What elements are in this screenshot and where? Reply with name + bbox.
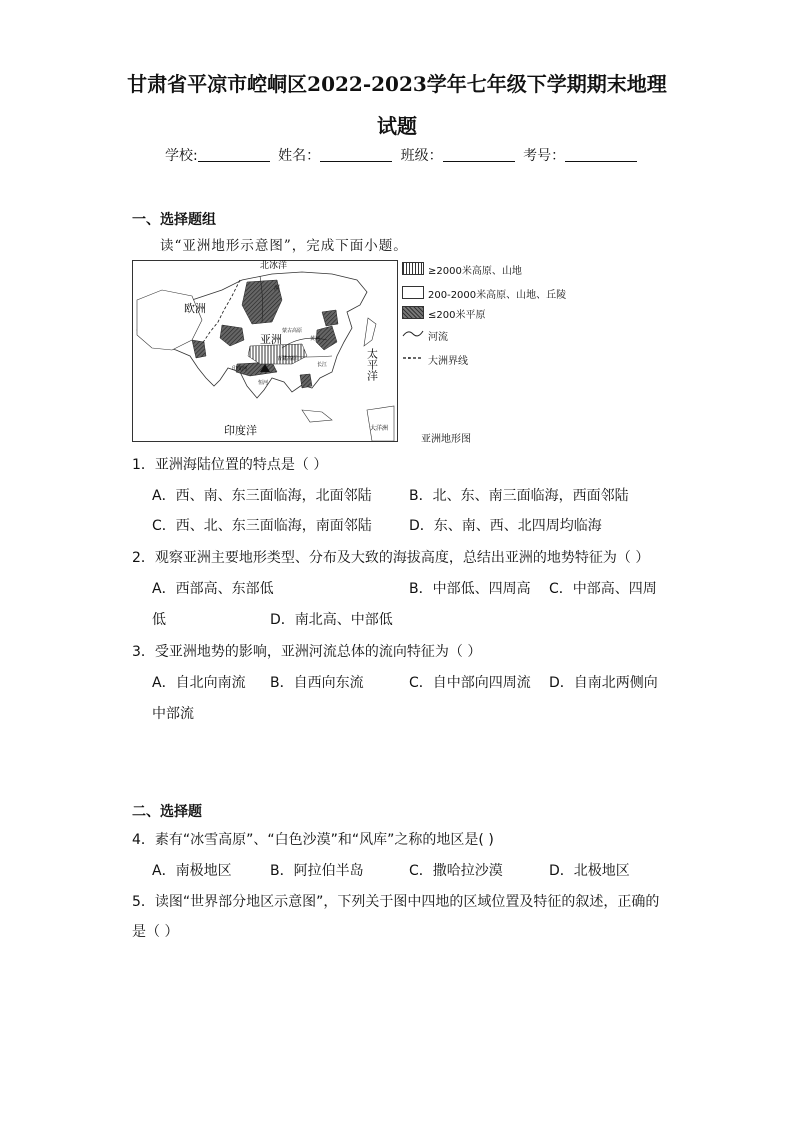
label-plateau-mongolia: 蒙古高原 — [282, 328, 303, 334]
q3-option-d[interactable]: D．自南北两侧向 — [549, 675, 658, 691]
q2-option-b[interactable]: B．中部低、四周高 — [409, 581, 531, 597]
q1-option-a[interactable]: A．西、南、东三面临海，北面邻陆 — [152, 488, 372, 504]
legend-text-plain: ≤200米平原 — [428, 310, 486, 321]
section1-heading: 一、选择题组 — [132, 212, 216, 228]
q5-stem-cont: 是（ ） — [132, 924, 179, 940]
legend-boundary-icon — [402, 352, 424, 364]
student-info-row — [165, 145, 641, 165]
legend-swatch-midland — [402, 286, 424, 299]
q2-stem: 2．观察亚洲主要地形类型、分布及大致的海拔高度，总结出亚洲的地势特征为（ ） — [132, 550, 650, 566]
map-caption: 亚洲地形图 — [421, 434, 471, 445]
name-label: 姓名： — [278, 148, 321, 164]
australia-tip — [367, 406, 394, 441]
legend-text-midland: 200-2000米高原、山地、丘陵 — [428, 290, 567, 301]
page-title-line2: 试题 — [377, 114, 417, 138]
page-title: 甘肃省平凉市崆峒区2022-2023学年七年级下学期期末地理 — [127, 72, 667, 96]
label-ganges: 恒河 — [258, 380, 269, 386]
q1-stem: 1．亚洲海陆位置的特点是（ ） — [132, 457, 328, 473]
label-changjiang: 长江 — [317, 362, 328, 368]
q1-option-b[interactable]: B．北、东、南三面临海，西面邻陆 — [409, 488, 629, 504]
legend-river-icon — [402, 328, 424, 340]
school-label: 学校: — [165, 148, 198, 164]
label-pacific-text: 太平洋 — [365, 348, 379, 381]
name-blank[interactable] — [320, 147, 392, 162]
q2-option-d[interactable]: D．南北高、中部低 — [270, 612, 393, 628]
label-oceania: 大洋洲 — [370, 425, 389, 432]
q3-option-b[interactable]: B．自西向东流 — [270, 675, 364, 691]
label-arctic: 北冰洋 — [260, 261, 288, 271]
q2-option-c[interactable]: C．中部高、四周 — [549, 581, 657, 597]
section1-intro: 读“亚洲地形示意图”，完成下面小题。 — [160, 238, 408, 254]
q4-stem: 4．素有“冰雪高原”、“白色沙漠”和“风库”之称的地区是( ) — [132, 832, 494, 848]
exam-number-label: 考号： — [523, 148, 566, 164]
legend-swatch-plain — [402, 306, 424, 319]
legend-text-highland: ≥2000米高原、山地 — [428, 266, 522, 277]
q1-option-c[interactable]: C．西、北、东三面临海，南面邻陆 — [152, 518, 372, 534]
label-pacific — [366, 347, 379, 382]
label-plateau-tibet: 青藏高原 — [277, 356, 298, 362]
label-asia: 亚洲 — [260, 333, 282, 346]
label-indian-ocean: 印度洋 — [224, 424, 257, 437]
q4-option-d[interactable]: D．北极地区 — [549, 863, 630, 879]
label-europe: 欧洲 — [184, 302, 206, 315]
q3-option-c[interactable]: C．自中部向四周流 — [409, 675, 531, 691]
section2-heading: 二、选择题 — [132, 804, 202, 820]
label-river: 河 — [274, 285, 281, 292]
q2-option-a[interactable]: A．西部高、东部低 — [152, 581, 274, 597]
asia-terrain-map — [132, 260, 398, 442]
legend-text-river: 河流 — [428, 332, 448, 343]
q5-stem: 5．读图“世界部分地区示意图”，下列关于图中四地的区域位置及特征的叙述，正确的 — [132, 894, 660, 910]
school-blank[interactable] — [198, 147, 270, 162]
q2-option-c-cont[interactable]: 低 — [152, 612, 166, 628]
q3-stem: 3．受亚洲地势的影响，亚洲河流总体的流向特征为（ ） — [132, 644, 482, 660]
class-blank[interactable] — [443, 147, 515, 162]
class-label: 班级： — [400, 148, 443, 164]
q4-option-a[interactable]: A．南极地区 — [152, 863, 232, 879]
indochina-plain — [300, 374, 312, 388]
legend-text-boundary: 大洲界线 — [428, 356, 468, 367]
label-huanghe: 黄河 — [310, 336, 321, 342]
q4-option-c[interactable]: C．撒哈拉沙漠 — [409, 863, 503, 879]
label-india: 印度河 — [232, 366, 248, 372]
q3-option-a[interactable]: A．自北向南流 — [152, 675, 246, 691]
legend-swatch-highland — [402, 262, 424, 275]
q1-option-d[interactable]: D．东、南、西、北四周均临海 — [409, 518, 602, 534]
q4-option-b[interactable]: B．阿拉伯半岛 — [270, 863, 364, 879]
exam-number-blank[interactable] — [565, 147, 637, 162]
q3-option-d-cont[interactable]: 中部流 — [152, 706, 194, 722]
